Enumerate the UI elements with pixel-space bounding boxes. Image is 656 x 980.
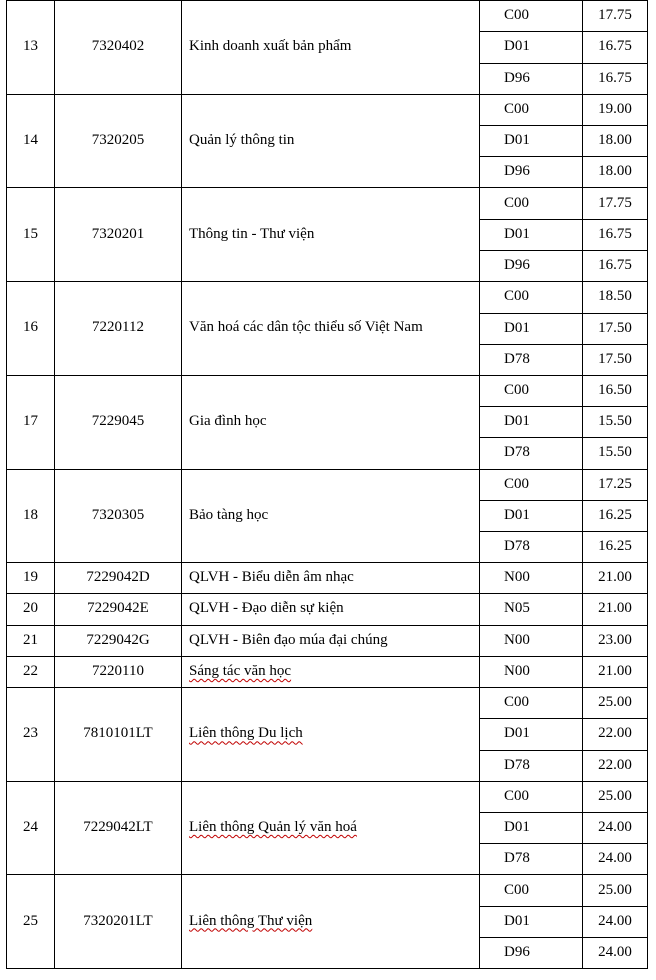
program-name: Liên thông Du lịch bbox=[189, 725, 303, 742]
subject-combination: D78 bbox=[504, 538, 530, 555]
program-name: QLVH - Biên đạo múa đại chúng bbox=[189, 631, 388, 648]
column-divider bbox=[54, 656, 55, 688]
column-divider bbox=[582, 281, 583, 376]
cutoff-score: 16.25 bbox=[598, 506, 632, 523]
table-row bbox=[6, 469, 647, 563]
column-divider bbox=[479, 687, 480, 782]
column-divider bbox=[6, 593, 7, 625]
column-divider bbox=[582, 0, 583, 95]
program-code: 7320205 bbox=[91, 132, 145, 149]
subject-combination: D78 bbox=[504, 850, 530, 867]
column-divider bbox=[6, 187, 7, 282]
column-divider bbox=[54, 187, 55, 282]
column-divider bbox=[479, 625, 480, 657]
column-divider bbox=[647, 874, 648, 969]
column-divider bbox=[181, 94, 182, 189]
subject-combination: D96 bbox=[504, 69, 530, 86]
cutoff-score: 17.75 bbox=[598, 7, 632, 24]
column-divider bbox=[181, 469, 182, 564]
column-divider bbox=[479, 94, 480, 189]
cutoff-score: 16.75 bbox=[598, 225, 632, 242]
subject-combination: C00 bbox=[504, 881, 530, 898]
column-divider bbox=[181, 187, 182, 282]
column-divider bbox=[582, 562, 583, 594]
row-divider bbox=[479, 63, 648, 64]
program-name: Gia đình học bbox=[189, 413, 267, 430]
column-divider bbox=[181, 781, 182, 876]
column-divider bbox=[181, 656, 182, 688]
column-divider bbox=[54, 593, 55, 625]
subject-combination: D01 bbox=[504, 506, 530, 523]
row-divider bbox=[6, 968, 648, 969]
table-row bbox=[6, 625, 647, 656]
row-divider bbox=[479, 125, 648, 126]
row-number: 18 bbox=[23, 506, 38, 523]
subject-combination: D01 bbox=[504, 225, 530, 242]
row-divider bbox=[479, 906, 648, 907]
cutoff-score: 25.00 bbox=[598, 787, 632, 804]
cutoff-score: 17.50 bbox=[598, 319, 632, 336]
table-row bbox=[6, 375, 647, 469]
column-divider bbox=[181, 375, 182, 470]
column-divider bbox=[582, 94, 583, 189]
cutoff-score: 17.75 bbox=[598, 194, 632, 211]
row-divider bbox=[479, 344, 648, 345]
subject-combination: N00 bbox=[504, 569, 530, 586]
column-divider bbox=[6, 469, 7, 564]
cutoff-score: 18.50 bbox=[598, 288, 632, 305]
column-divider bbox=[582, 375, 583, 470]
row-number: 25 bbox=[23, 912, 38, 929]
column-divider bbox=[479, 562, 480, 594]
column-divider bbox=[6, 781, 7, 876]
cutoff-score: 18.00 bbox=[598, 163, 632, 180]
program-name: Sáng tác văn học bbox=[189, 662, 292, 679]
program-code: 7320402 bbox=[91, 38, 145, 55]
cutoff-score: 16.75 bbox=[598, 38, 632, 55]
column-divider bbox=[582, 625, 583, 657]
column-divider bbox=[479, 0, 480, 95]
admission-score-table bbox=[6, 0, 647, 969]
row-divider bbox=[479, 406, 648, 407]
program-name: QLVH - Biểu diễn âm nhạc bbox=[189, 569, 354, 586]
column-divider bbox=[54, 625, 55, 657]
subject-combination: C00 bbox=[504, 475, 530, 492]
cutoff-score: 16.25 bbox=[598, 538, 632, 555]
row-number: 17 bbox=[23, 413, 38, 430]
column-divider bbox=[582, 593, 583, 625]
column-divider bbox=[6, 625, 7, 657]
column-divider bbox=[647, 656, 648, 688]
column-divider bbox=[582, 781, 583, 876]
column-divider bbox=[647, 281, 648, 376]
subject-combination: D01 bbox=[504, 132, 530, 149]
cutoff-score: 21.00 bbox=[598, 662, 632, 679]
row-divider bbox=[479, 500, 648, 501]
subject-combination: D96 bbox=[504, 257, 530, 274]
program-name: Liên thông Quản lý văn hoá bbox=[189, 819, 357, 836]
cutoff-score: 24.00 bbox=[598, 850, 632, 867]
row-divider bbox=[479, 937, 648, 938]
table-row bbox=[6, 874, 647, 968]
column-divider bbox=[54, 469, 55, 564]
column-divider bbox=[647, 562, 648, 594]
program-name: Kinh doanh xuất bản phẩm bbox=[189, 38, 352, 55]
subject-combination: D96 bbox=[504, 944, 530, 961]
column-divider bbox=[582, 187, 583, 282]
row-divider bbox=[479, 31, 648, 32]
column-divider bbox=[582, 874, 583, 969]
program-code: 7220112 bbox=[92, 319, 144, 336]
row-divider bbox=[479, 437, 648, 438]
column-divider bbox=[6, 281, 7, 376]
column-divider bbox=[54, 874, 55, 969]
subject-combination: D01 bbox=[504, 819, 530, 836]
program-name: Bảo tàng học bbox=[189, 506, 269, 523]
cutoff-score: 17.25 bbox=[598, 475, 632, 492]
column-divider bbox=[54, 781, 55, 876]
column-divider bbox=[647, 469, 648, 564]
column-divider bbox=[54, 281, 55, 376]
program-name: QLVH - Đạo diễn sự kiện bbox=[189, 600, 344, 617]
cutoff-score: 16.50 bbox=[598, 381, 632, 398]
table-row bbox=[6, 187, 647, 281]
row-divider bbox=[479, 250, 648, 251]
row-number: 21 bbox=[23, 631, 38, 648]
row-divider bbox=[479, 219, 648, 220]
column-divider bbox=[181, 0, 182, 95]
program-code: 7229042G bbox=[86, 631, 150, 648]
column-divider bbox=[6, 874, 7, 969]
row-divider bbox=[479, 156, 648, 157]
cutoff-score: 23.00 bbox=[598, 631, 632, 648]
subject-combination: C00 bbox=[504, 288, 530, 305]
column-divider bbox=[647, 0, 648, 95]
column-divider bbox=[479, 656, 480, 688]
cutoff-score: 15.50 bbox=[598, 444, 632, 461]
column-divider bbox=[479, 469, 480, 564]
column-divider bbox=[6, 0, 7, 95]
row-number: 19 bbox=[23, 569, 38, 586]
cutoff-score: 25.00 bbox=[598, 881, 632, 898]
column-divider bbox=[582, 687, 583, 782]
table-row bbox=[6, 0, 647, 94]
subject-combination: C00 bbox=[504, 787, 530, 804]
column-divider bbox=[54, 94, 55, 189]
program-code: 7229042LT bbox=[83, 819, 153, 836]
column-divider bbox=[181, 874, 182, 969]
table-row bbox=[6, 656, 647, 687]
table-row bbox=[6, 562, 647, 593]
program-code: 7229042E bbox=[87, 600, 149, 617]
cutoff-score: 18.00 bbox=[598, 132, 632, 149]
cutoff-score: 24.00 bbox=[598, 944, 632, 961]
program-name: Liên thông Thư viện bbox=[189, 912, 313, 929]
cutoff-score: 22.00 bbox=[598, 756, 632, 773]
table-row bbox=[6, 593, 647, 624]
column-divider bbox=[181, 687, 182, 782]
column-divider bbox=[647, 687, 648, 782]
cutoff-score: 22.00 bbox=[598, 725, 632, 742]
cutoff-score: 24.00 bbox=[598, 819, 632, 836]
column-divider bbox=[647, 781, 648, 876]
subject-combination: N00 bbox=[504, 631, 530, 648]
cutoff-score: 15.50 bbox=[598, 413, 632, 430]
row-divider bbox=[479, 843, 648, 844]
program-name: Thông tin - Thư viện bbox=[189, 225, 315, 242]
column-divider bbox=[479, 187, 480, 282]
subject-combination: N05 bbox=[504, 600, 530, 617]
row-divider bbox=[479, 750, 648, 751]
row-number: 13 bbox=[23, 38, 38, 55]
column-divider bbox=[479, 375, 480, 470]
column-divider bbox=[54, 687, 55, 782]
subject-combination: C00 bbox=[504, 100, 530, 117]
column-divider bbox=[479, 281, 480, 376]
column-divider bbox=[6, 375, 7, 470]
program-code: 7229045 bbox=[91, 413, 145, 430]
column-divider bbox=[6, 562, 7, 594]
column-divider bbox=[647, 375, 648, 470]
row-number: 20 bbox=[23, 600, 38, 617]
column-divider bbox=[647, 94, 648, 189]
cutoff-score: 17.50 bbox=[598, 350, 632, 367]
column-divider bbox=[6, 687, 7, 782]
column-divider bbox=[54, 375, 55, 470]
cutoff-score: 25.00 bbox=[598, 694, 632, 711]
program-name: Quản lý thông tin bbox=[189, 132, 295, 149]
column-divider bbox=[54, 0, 55, 95]
row-divider bbox=[479, 531, 648, 532]
subject-combination: D78 bbox=[504, 444, 530, 461]
column-divider bbox=[181, 281, 182, 376]
subject-combination: C00 bbox=[504, 694, 530, 711]
subject-combination: N00 bbox=[504, 662, 530, 679]
row-number: 23 bbox=[23, 725, 38, 742]
program-code: 7810101LT bbox=[83, 725, 153, 742]
subject-combination: D01 bbox=[504, 38, 530, 55]
cutoff-score: 16.75 bbox=[598, 69, 632, 86]
row-number: 24 bbox=[23, 819, 38, 836]
program-code: 7220110 bbox=[92, 662, 144, 679]
subject-combination: D01 bbox=[504, 912, 530, 929]
program-code: 7320201 bbox=[91, 225, 145, 242]
column-divider bbox=[54, 562, 55, 594]
cutoff-score: 21.00 bbox=[598, 600, 632, 617]
row-number: 14 bbox=[23, 132, 38, 149]
subject-combination: C00 bbox=[504, 194, 530, 211]
column-divider bbox=[479, 781, 480, 876]
column-divider bbox=[181, 625, 182, 657]
row-number: 15 bbox=[23, 225, 38, 242]
column-divider bbox=[647, 625, 648, 657]
column-divider bbox=[181, 593, 182, 625]
table-row bbox=[6, 94, 647, 188]
row-divider bbox=[479, 313, 648, 314]
program-code: 7229042D bbox=[86, 569, 150, 586]
program-name: Văn hoá các dân tộc thiểu số Việt Nam bbox=[189, 319, 423, 336]
table-row bbox=[6, 281, 647, 375]
subject-combination: C00 bbox=[504, 381, 530, 398]
cutoff-score: 16.75 bbox=[598, 257, 632, 274]
column-divider bbox=[181, 562, 182, 594]
column-divider bbox=[6, 656, 7, 688]
table-row bbox=[6, 687, 647, 781]
column-divider bbox=[647, 187, 648, 282]
cutoff-score: 19.00 bbox=[598, 100, 632, 117]
column-divider bbox=[479, 593, 480, 625]
column-divider bbox=[582, 469, 583, 564]
subject-combination: D96 bbox=[504, 163, 530, 180]
subject-combination: D01 bbox=[504, 725, 530, 742]
row-number: 22 bbox=[23, 662, 38, 679]
program-code: 7320201LT bbox=[83, 912, 153, 929]
program-code: 7320305 bbox=[91, 506, 145, 523]
subject-combination: D78 bbox=[504, 350, 530, 367]
table-row bbox=[6, 781, 647, 875]
subject-combination: D01 bbox=[504, 319, 530, 336]
column-divider bbox=[6, 94, 7, 189]
subject-combination: D78 bbox=[504, 756, 530, 773]
row-number: 16 bbox=[23, 319, 38, 336]
column-divider bbox=[647, 593, 648, 625]
cutoff-score: 21.00 bbox=[598, 569, 632, 586]
column-divider bbox=[582, 656, 583, 688]
cutoff-score: 24.00 bbox=[598, 912, 632, 929]
subject-combination: D01 bbox=[504, 413, 530, 430]
column-divider bbox=[479, 874, 480, 969]
row-divider bbox=[479, 812, 648, 813]
subject-combination: C00 bbox=[504, 7, 530, 24]
row-divider bbox=[479, 718, 648, 719]
